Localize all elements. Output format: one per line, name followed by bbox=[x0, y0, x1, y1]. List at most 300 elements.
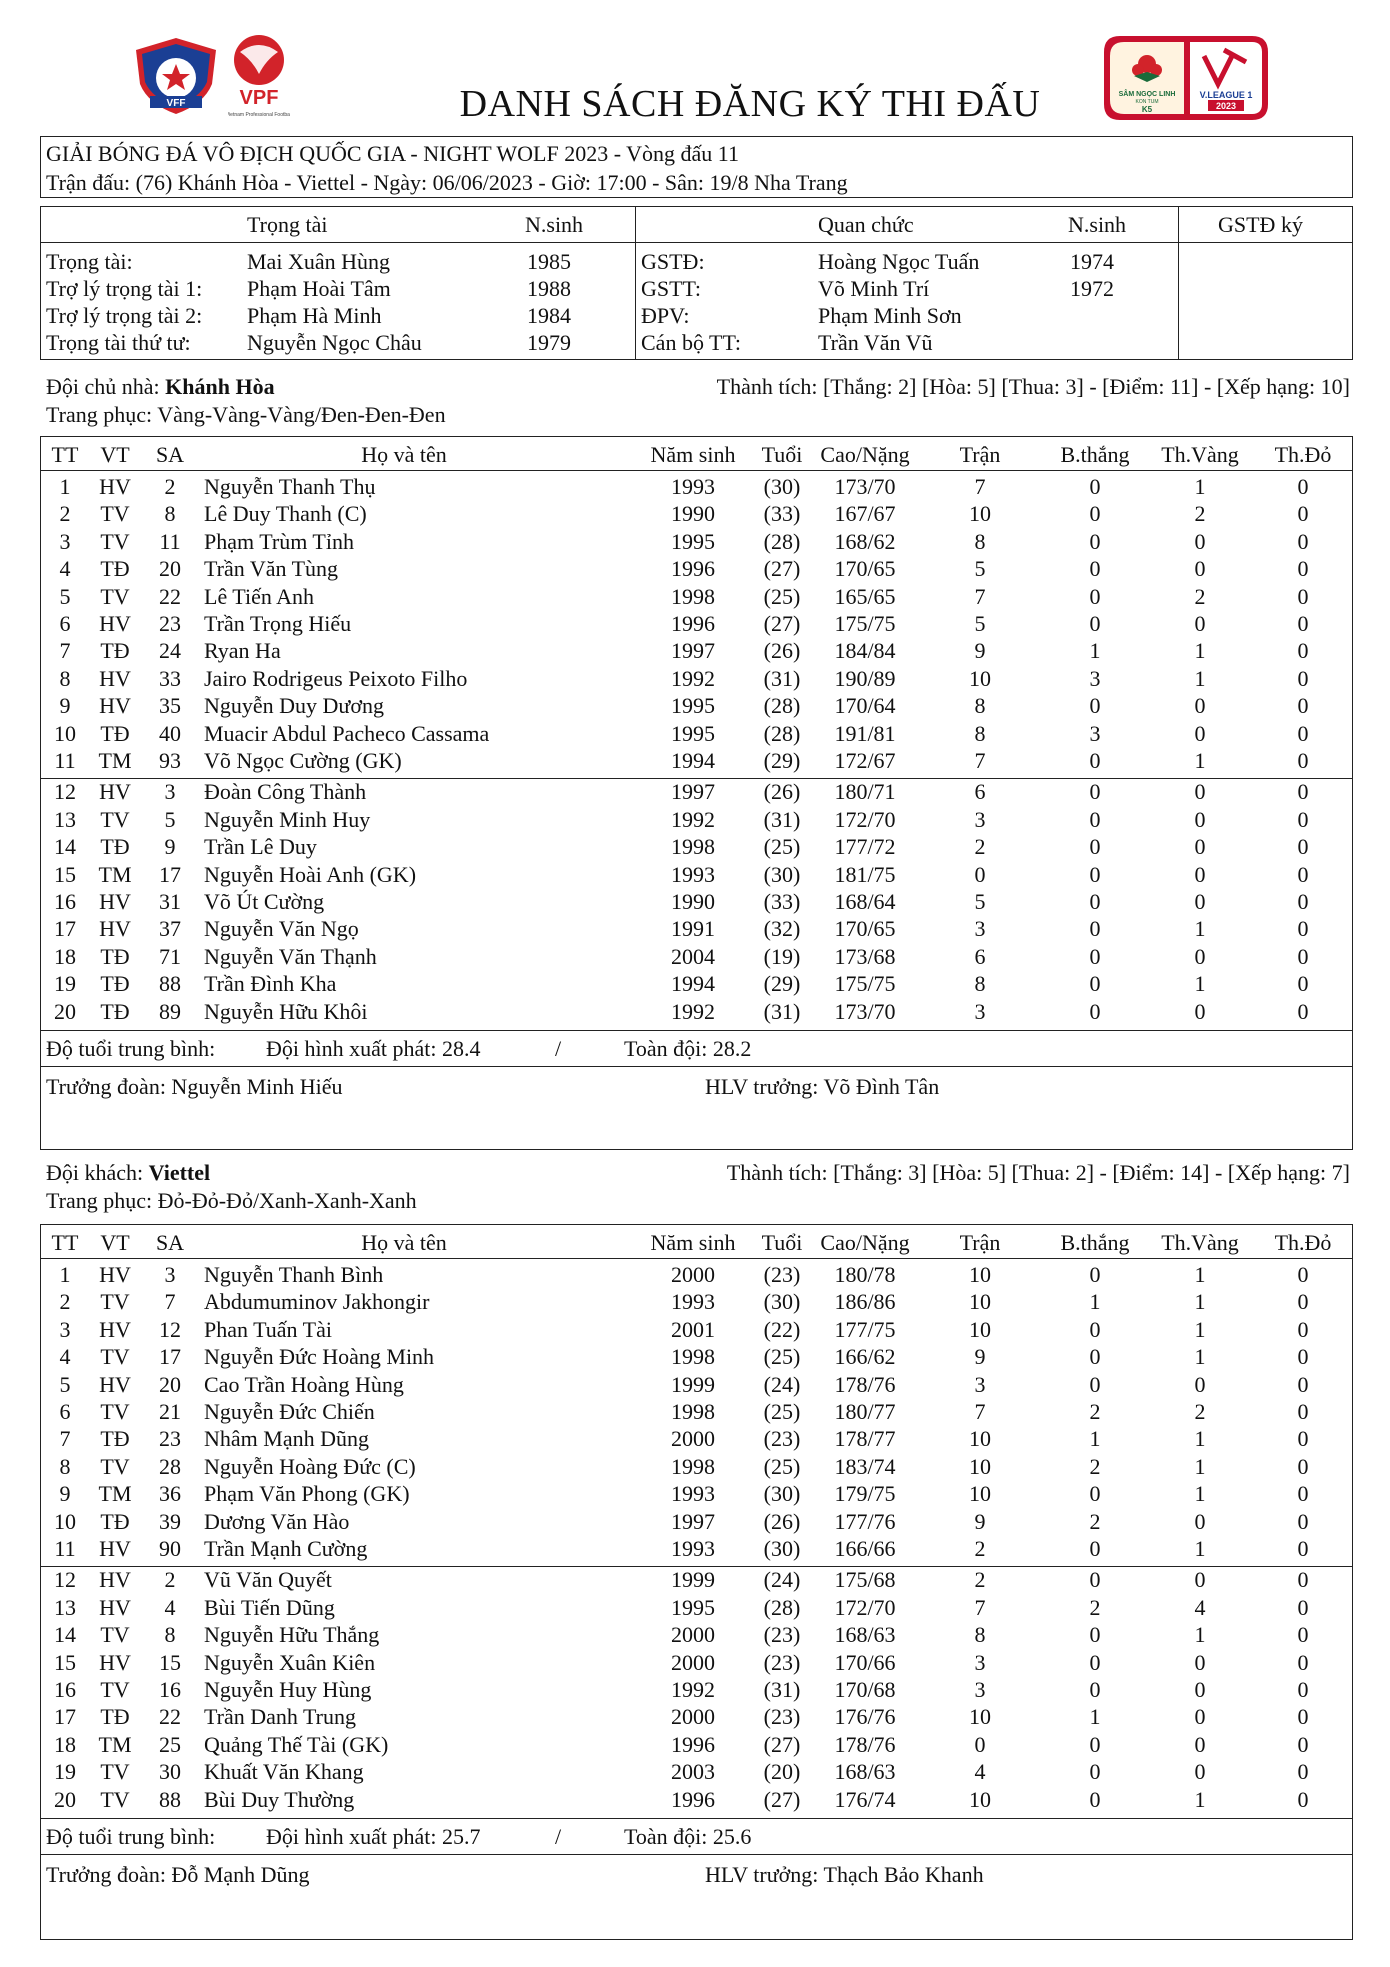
player-age: (23) bbox=[763, 1704, 801, 1730]
player-name: Lê Duy Thanh (C) bbox=[204, 501, 367, 527]
official-name: Hoàng Ngọc Tuấn bbox=[818, 249, 980, 274]
vff-logo-text: VFF bbox=[166, 98, 186, 109]
player-age: (29) bbox=[763, 971, 801, 997]
player-number-order: 5 bbox=[59, 1371, 71, 1397]
player-red-cards: 0 bbox=[1297, 611, 1309, 636]
player-yellow-cards: 1 bbox=[1194, 748, 1206, 773]
player-birth-year: 1994 bbox=[671, 748, 715, 773]
player-name: Phạm Văn Phong (GK) bbox=[204, 1481, 410, 1507]
player-shirt: 9 bbox=[164, 834, 176, 860]
player-height-weight: 172/67 bbox=[834, 748, 896, 773]
player-goals: 0 bbox=[1089, 916, 1101, 942]
player-red-cards: 0 bbox=[1297, 1426, 1309, 1452]
player-yellow-cards: 0 bbox=[1194, 998, 1206, 1024]
player-age: (26) bbox=[763, 779, 801, 805]
player-goals: 0 bbox=[1089, 1371, 1101, 1397]
col-height-weight-header: Cao/Nặng bbox=[820, 442, 910, 467]
referee-birth: 1988 bbox=[527, 276, 571, 301]
player-number-order: 14 bbox=[54, 1622, 76, 1648]
player-position: TĐ bbox=[100, 720, 130, 746]
col-birth-year-header: Năm sinh bbox=[650, 442, 736, 467]
player-age: (30) bbox=[763, 1289, 801, 1315]
player-name: Quảng Thế Tài (GK) bbox=[204, 1731, 389, 1757]
player-number-order: 2 bbox=[59, 1289, 71, 1315]
vpf-logo-subtext: Vietnam Professional Football bbox=[228, 112, 290, 118]
player-height-weight: 175/75 bbox=[834, 971, 896, 997]
player-birth-year: 2001 bbox=[671, 1316, 715, 1342]
player-yellow-cards: 1 bbox=[1194, 474, 1206, 499]
player-birth-year: 1990 bbox=[671, 889, 715, 914]
official-role: GSTT: bbox=[641, 276, 702, 301]
player-goals: 0 bbox=[1089, 1677, 1101, 1702]
player-position: HV bbox=[99, 611, 131, 636]
player-number-order: 7 bbox=[59, 1426, 71, 1452]
player-age: (28) bbox=[763, 528, 801, 554]
player-goals: 1 bbox=[1089, 1704, 1101, 1730]
player-age: (27) bbox=[763, 556, 801, 582]
player-birth-year: 2000 bbox=[671, 1704, 715, 1730]
player-position: HV bbox=[99, 474, 131, 499]
player-age: (25) bbox=[763, 1344, 801, 1370]
player-goals: 2 bbox=[1089, 1399, 1101, 1424]
col-age-header: Tuổi bbox=[761, 442, 803, 467]
average-age-team: Toàn đội: 25.6 bbox=[624, 1824, 752, 1849]
player-position: HV bbox=[99, 1316, 131, 1342]
player-age: (32) bbox=[763, 916, 801, 942]
player-matches: 2 bbox=[974, 1567, 986, 1593]
player-name: Bùi Tiến Dũng bbox=[204, 1594, 335, 1620]
player-matches: 0 bbox=[974, 861, 986, 887]
player-name: Võ Ngọc Cường (GK) bbox=[204, 748, 402, 773]
vleague-logo-text: V.LEAGUE 1 bbox=[1199, 90, 1253, 100]
player-age: (31) bbox=[763, 665, 801, 691]
player-height-weight: 176/76 bbox=[834, 1704, 896, 1730]
player-matches: 5 bbox=[974, 889, 986, 914]
player-height-weight: 177/75 bbox=[834, 1316, 896, 1342]
player-position: HV bbox=[99, 1262, 131, 1287]
home-kit: Trang phục: Vàng-Vàng-Vàng/Đen-Đen-Đen bbox=[46, 402, 446, 427]
player-age: (24) bbox=[763, 1371, 801, 1397]
player-position: HV bbox=[99, 693, 131, 719]
player-name: Bùi Duy Thường bbox=[204, 1786, 355, 1812]
player-shirt: 20 bbox=[159, 556, 181, 582]
player-number-order: 12 bbox=[54, 779, 76, 805]
player-name: Nguyễn Đức Chiến bbox=[204, 1399, 375, 1424]
player-birth-year: 1993 bbox=[671, 474, 715, 499]
player-number-order: 5 bbox=[59, 583, 71, 609]
player-name: Nguyễn Hoài Anh (GK) bbox=[204, 861, 417, 887]
player-shirt: 17 bbox=[159, 861, 181, 887]
official-name: Phạm Minh Sơn bbox=[818, 303, 962, 328]
player-height-weight: 173/68 bbox=[834, 943, 896, 969]
player-matches: 3 bbox=[974, 1677, 986, 1702]
player-red-cards: 0 bbox=[1297, 748, 1309, 773]
player-position: TV bbox=[100, 1759, 130, 1785]
col-red-header: Th.Đỏ bbox=[1274, 442, 1332, 467]
player-age: (33) bbox=[763, 501, 801, 527]
player-birth-year: 1996 bbox=[671, 1786, 715, 1812]
col-name-header: Họ và tên bbox=[361, 442, 447, 467]
player-red-cards: 0 bbox=[1297, 916, 1309, 942]
player-name: Trần Lê Duy bbox=[204, 834, 317, 860]
player-position: TĐ bbox=[100, 1426, 130, 1452]
player-number-order: 16 bbox=[54, 1677, 76, 1702]
player-goals: 2 bbox=[1089, 1508, 1101, 1534]
player-position: HV bbox=[99, 779, 131, 805]
player-age: (28) bbox=[763, 720, 801, 746]
staff-divider bbox=[40, 1854, 1353, 1855]
player-matches: 8 bbox=[974, 971, 986, 997]
player-red-cards: 0 bbox=[1297, 861, 1309, 887]
player-height-weight: 166/62 bbox=[834, 1344, 896, 1370]
player-birth-year: 1996 bbox=[671, 611, 715, 636]
player-height-weight: 170/68 bbox=[834, 1677, 896, 1702]
col-yellow-header: Th.Vàng bbox=[1161, 442, 1239, 467]
player-yellow-cards: 1 bbox=[1194, 971, 1206, 997]
player-red-cards: 0 bbox=[1297, 889, 1309, 914]
player-red-cards: 0 bbox=[1297, 665, 1309, 691]
player-name: Võ Út Cường bbox=[204, 889, 325, 914]
player-age: (29) bbox=[763, 748, 801, 773]
player-goals: 0 bbox=[1089, 779, 1101, 805]
player-height-weight: 168/63 bbox=[834, 1759, 896, 1785]
player-age: (30) bbox=[763, 861, 801, 887]
player-number-order: 20 bbox=[54, 998, 76, 1024]
player-shirt: 23 bbox=[159, 1426, 181, 1452]
player-age: (26) bbox=[763, 1508, 801, 1534]
player-position: HV bbox=[99, 1371, 131, 1397]
player-birth-year: 1998 bbox=[671, 1453, 715, 1479]
col-yellow-header: Th.Vàng bbox=[1161, 1230, 1239, 1255]
player-shirt: 2 bbox=[164, 474, 176, 499]
player-red-cards: 0 bbox=[1297, 1399, 1309, 1424]
player-height-weight: 170/66 bbox=[834, 1649, 896, 1675]
home-team-name: Khánh Hòa bbox=[165, 374, 275, 399]
player-number-order: 11 bbox=[54, 748, 76, 773]
player-birth-year: 1992 bbox=[671, 998, 715, 1024]
player-birth-year: 1998 bbox=[671, 1344, 715, 1370]
player-height-weight: 191/81 bbox=[834, 720, 896, 746]
player-yellow-cards: 0 bbox=[1194, 1731, 1206, 1757]
player-position: TĐ bbox=[100, 943, 130, 969]
average-age-team: Toàn đội: 28.2 bbox=[624, 1036, 752, 1061]
player-position: TĐ bbox=[100, 971, 130, 997]
player-birth-year: 1993 bbox=[671, 861, 715, 887]
player-name: Nguyễn Văn Thạnh bbox=[204, 943, 377, 969]
player-age: (28) bbox=[763, 693, 801, 719]
referee-birth: 1984 bbox=[527, 303, 571, 328]
player-goals: 0 bbox=[1089, 1567, 1101, 1593]
player-position: HV bbox=[99, 665, 131, 691]
player-goals: 0 bbox=[1089, 861, 1101, 887]
player-shirt: 39 bbox=[159, 1508, 181, 1534]
player-goals: 0 bbox=[1089, 528, 1101, 554]
player-matches: 10 bbox=[969, 1704, 991, 1730]
player-position: TV bbox=[100, 1622, 130, 1648]
player-red-cards: 0 bbox=[1297, 556, 1309, 582]
col-vt-header: VT bbox=[100, 442, 130, 467]
player-shirt: 40 bbox=[159, 720, 181, 746]
player-matches: 10 bbox=[969, 665, 991, 691]
player-red-cards: 0 bbox=[1297, 474, 1309, 499]
player-matches: 9 bbox=[974, 1344, 986, 1370]
col-goals-header: B.thắng bbox=[1060, 442, 1130, 467]
player-age: (19) bbox=[763, 943, 801, 969]
player-red-cards: 0 bbox=[1297, 638, 1309, 664]
player-shirt: 30 bbox=[159, 1759, 181, 1785]
player-matches: 6 bbox=[974, 943, 986, 969]
player-birth-year: 1999 bbox=[671, 1371, 715, 1397]
player-age: (26) bbox=[763, 638, 801, 664]
vleague-logo-year: 2023 bbox=[1215, 101, 1237, 111]
player-yellow-cards: 2 bbox=[1194, 583, 1206, 609]
sponsor-logo-text: SÂM NGỌC LINH bbox=[1118, 91, 1176, 98]
col-matches-header: Trận bbox=[959, 1230, 1001, 1255]
player-position: TM bbox=[98, 1481, 132, 1507]
player-shirt: 37 bbox=[159, 916, 181, 942]
player-red-cards: 0 bbox=[1297, 1677, 1309, 1702]
player-shirt: 24 bbox=[159, 638, 181, 664]
player-matches: 2 bbox=[974, 1536, 986, 1561]
player-name: Trần Đình Kha bbox=[204, 971, 337, 997]
away-team-line bbox=[46, 1160, 210, 1186]
player-shirt: 23 bbox=[159, 611, 181, 636]
player-birth-year: 2000 bbox=[671, 1649, 715, 1675]
player-shirt: 90 bbox=[159, 1536, 181, 1561]
player-yellow-cards: 1 bbox=[1194, 1316, 1206, 1342]
player-shirt: 8 bbox=[164, 501, 176, 527]
player-goals: 0 bbox=[1089, 1536, 1101, 1561]
player-position: TM bbox=[98, 748, 132, 773]
player-name: Nguyễn Hữu Khôi bbox=[204, 998, 368, 1024]
player-position: HV bbox=[99, 1567, 131, 1593]
player-goals: 0 bbox=[1089, 971, 1101, 997]
player-number-order: 12 bbox=[54, 1567, 76, 1593]
player-yellow-cards: 1 bbox=[1194, 1426, 1206, 1452]
player-matches: 4 bbox=[974, 1759, 986, 1785]
player-goals: 0 bbox=[1089, 583, 1101, 609]
player-goals: 0 bbox=[1089, 611, 1101, 636]
average-age-label: Độ tuổi trung bình: bbox=[46, 1036, 216, 1061]
player-age: (20) bbox=[763, 1759, 801, 1785]
header-referee-birth: N.sinh bbox=[525, 212, 584, 237]
official-name: Võ Minh Trí bbox=[818, 276, 930, 301]
player-position: TV bbox=[100, 583, 130, 609]
player-position: HV bbox=[99, 889, 131, 914]
away-team-name: Viettel bbox=[148, 1160, 211, 1185]
player-number-order: 11 bbox=[54, 1536, 76, 1561]
player-name: Nguyễn Xuân Kiên bbox=[204, 1649, 376, 1675]
player-yellow-cards: 0 bbox=[1194, 720, 1206, 746]
player-age: (27) bbox=[763, 611, 801, 636]
player-matches: 5 bbox=[974, 611, 986, 636]
player-shirt: 20 bbox=[159, 1371, 181, 1397]
vpf-logo-text: VPF bbox=[239, 87, 279, 109]
player-yellow-cards: 1 bbox=[1194, 1289, 1206, 1315]
player-height-weight: 186/86 bbox=[834, 1289, 896, 1315]
player-red-cards: 0 bbox=[1297, 806, 1309, 832]
player-birth-year: 2004 bbox=[671, 943, 715, 969]
player-birth-year: 1993 bbox=[671, 1481, 715, 1507]
referee-name: Nguyễn Ngọc Châu bbox=[247, 330, 422, 355]
player-position: TM bbox=[98, 1731, 132, 1757]
player-name: Trần Danh Trung bbox=[204, 1704, 357, 1730]
player-position: TV bbox=[100, 1677, 130, 1702]
player-age: (30) bbox=[763, 474, 801, 499]
player-birth-year: 1995 bbox=[671, 693, 715, 719]
player-name: Lê Tiến Anh bbox=[204, 583, 315, 609]
player-matches: 3 bbox=[974, 916, 986, 942]
player-number-order: 3 bbox=[59, 1316, 71, 1342]
player-red-cards: 0 bbox=[1297, 583, 1309, 609]
player-birth-year: 1993 bbox=[671, 1536, 715, 1561]
player-height-weight: 178/77 bbox=[834, 1426, 896, 1452]
player-birth-year: 2000 bbox=[671, 1622, 715, 1648]
player-position: TV bbox=[100, 1399, 130, 1424]
player-yellow-cards: 0 bbox=[1194, 889, 1206, 914]
player-goals: 0 bbox=[1089, 889, 1101, 914]
player-red-cards: 0 bbox=[1297, 528, 1309, 554]
player-red-cards: 0 bbox=[1297, 971, 1309, 997]
player-red-cards: 0 bbox=[1297, 943, 1309, 969]
player-age: (33) bbox=[763, 889, 801, 914]
player-position: TĐ bbox=[100, 638, 130, 664]
player-height-weight: 183/74 bbox=[834, 1453, 896, 1479]
player-matches: 10 bbox=[969, 1316, 991, 1342]
player-birth-year: 1993 bbox=[671, 1289, 715, 1315]
player-yellow-cards: 0 bbox=[1194, 1704, 1206, 1730]
player-goals: 1 bbox=[1089, 638, 1101, 664]
player-goals: 3 bbox=[1089, 720, 1101, 746]
table-header-divider bbox=[40, 1258, 1353, 1259]
head-coach: HLV trưởng: Thạch Bảo Khanh bbox=[705, 1862, 984, 1887]
player-height-weight: 172/70 bbox=[834, 1594, 896, 1620]
player-yellow-cards: 1 bbox=[1194, 1622, 1206, 1648]
player-name: Nguyễn Hữu Thắng bbox=[204, 1622, 380, 1648]
player-name: Nguyễn Hoàng Đức (C) bbox=[204, 1453, 416, 1479]
referee-role: Trợ lý trọng tài 1: bbox=[46, 276, 203, 301]
player-name: Jairo Rodrigeus Peixoto Filho bbox=[204, 665, 468, 691]
player-number-order: 1 bbox=[59, 474, 71, 499]
player-height-weight: 176/74 bbox=[834, 1786, 896, 1812]
player-name: Nguyễn Thanh Thụ bbox=[204, 474, 376, 499]
page-title: DANH SÁCH ĐĂNG KÝ THI ĐẤU bbox=[459, 83, 1041, 125]
referee-name: Phạm Hoài Tâm bbox=[247, 276, 391, 301]
player-name: Phan Tuấn Tài bbox=[204, 1316, 332, 1342]
player-matches: 10 bbox=[969, 1481, 991, 1507]
average-age-starting: Đội hình xuất phát: 28.4 bbox=[266, 1036, 481, 1061]
player-name: Trần Mạnh Cường bbox=[204, 1536, 368, 1561]
player-position: HV bbox=[99, 1594, 131, 1620]
player-birth-year: 1991 bbox=[671, 916, 715, 942]
player-shirt: 7 bbox=[164, 1289, 176, 1315]
player-matches: 5 bbox=[974, 556, 986, 582]
player-age: (23) bbox=[763, 1426, 801, 1452]
player-goals: 0 bbox=[1089, 474, 1101, 499]
player-number-order: 2 bbox=[59, 501, 71, 527]
away-record: Thành tích: [Thắng: 3] [Hòa: 5] [Thua: 2] - [Điểm: 14] - [Xếp hạng: 7] bbox=[726, 1160, 1350, 1185]
player-red-cards: 0 bbox=[1297, 1289, 1309, 1315]
player-matches: 7 bbox=[974, 474, 986, 499]
player-height-weight: 175/75 bbox=[834, 611, 896, 636]
player-yellow-cards: 1 bbox=[1194, 638, 1206, 664]
player-shirt: 31 bbox=[159, 889, 181, 914]
referee-birth: 1979 bbox=[527, 330, 571, 355]
player-birth-year: 1998 bbox=[671, 1399, 715, 1424]
player-goals: 0 bbox=[1089, 1731, 1101, 1757]
home-record: Thành tích: [Thắng: 2] [Hòa: 5] [Thua: 3] - [Điểm: 11] - [Xếp hạng: 10] bbox=[716, 374, 1350, 399]
player-name: Cao Trần Hoàng Hùng bbox=[204, 1371, 404, 1397]
player-yellow-cards: 0 bbox=[1194, 556, 1206, 582]
player-shirt: 35 bbox=[159, 693, 181, 719]
player-shirt: 28 bbox=[159, 1453, 181, 1479]
player-name: Nguyễn Thanh Bình bbox=[204, 1262, 384, 1287]
player-matches: 3 bbox=[974, 1371, 986, 1397]
player-matches: 3 bbox=[974, 1649, 986, 1675]
player-birth-year: 1997 bbox=[671, 638, 715, 664]
player-number-order: 10 bbox=[54, 1508, 76, 1534]
player-height-weight: 190/89 bbox=[834, 665, 896, 691]
col-name-header: Họ và tên bbox=[361, 1230, 447, 1255]
player-goals: 0 bbox=[1089, 693, 1101, 719]
player-yellow-cards: 1 bbox=[1194, 916, 1206, 942]
col-tt-header: TT bbox=[51, 442, 79, 467]
referee-role: Trọng tài: bbox=[46, 249, 133, 274]
player-height-weight: 172/70 bbox=[834, 806, 896, 832]
player-goals: 0 bbox=[1089, 998, 1101, 1024]
player-height-weight: 179/75 bbox=[834, 1481, 896, 1507]
player-shirt: 21 bbox=[159, 1399, 181, 1424]
player-goals: 0 bbox=[1089, 748, 1101, 773]
player-yellow-cards: 0 bbox=[1194, 861, 1206, 887]
player-goals: 0 bbox=[1089, 1481, 1101, 1507]
player-yellow-cards: 0 bbox=[1194, 528, 1206, 554]
player-yellow-cards: 1 bbox=[1194, 665, 1206, 691]
official-role: Cán bộ TT: bbox=[641, 330, 741, 355]
player-height-weight: 177/72 bbox=[834, 834, 896, 860]
player-goals: 0 bbox=[1089, 1344, 1101, 1370]
referee-role: Trợ lý trọng tài 2: bbox=[46, 303, 203, 328]
player-shirt: 36 bbox=[159, 1481, 181, 1507]
match-line: Trận đấu: (76) Khánh Hòa - Viettel - Ngày: 06/06/2023 - Giờ: 17:00 - Sân: 19/8 Nha Trang bbox=[46, 170, 848, 195]
player-goals: 3 bbox=[1089, 665, 1101, 691]
player-number-order: 10 bbox=[54, 720, 76, 746]
average-age-starting: Đội hình xuất phát: 25.7 bbox=[266, 1824, 481, 1849]
player-number-order: 4 bbox=[59, 1344, 71, 1370]
player-position: TV bbox=[100, 1453, 130, 1479]
player-height-weight: 165/65 bbox=[834, 583, 896, 609]
player-age: (30) bbox=[763, 1481, 801, 1507]
player-number-order: 7 bbox=[59, 638, 71, 664]
player-goals: 0 bbox=[1089, 1649, 1101, 1675]
player-shirt: 89 bbox=[159, 998, 181, 1024]
home-team-label: Đội chủ nhà: bbox=[46, 374, 166, 399]
player-name: Nguyễn Huy Hùng bbox=[204, 1677, 372, 1702]
away-team-label: Đội khách: bbox=[46, 1160, 149, 1185]
header-official-birth: N.sinh bbox=[1068, 212, 1127, 237]
player-number-order: 19 bbox=[54, 971, 76, 997]
player-goals: 0 bbox=[1089, 1759, 1101, 1785]
player-matches: 0 bbox=[974, 1731, 986, 1757]
player-number-order: 9 bbox=[59, 1481, 71, 1507]
player-shirt: 25 bbox=[159, 1731, 181, 1757]
away-kit: Trang phục: Đỏ-Đỏ-Đỏ/Xanh-Xanh-Xanh bbox=[46, 1188, 417, 1213]
player-goals: 0 bbox=[1089, 806, 1101, 832]
col-goals-header: B.thắng bbox=[1060, 1230, 1130, 1255]
player-shirt: 33 bbox=[159, 665, 181, 691]
player-red-cards: 0 bbox=[1297, 1453, 1309, 1479]
player-yellow-cards: 0 bbox=[1194, 1371, 1206, 1397]
